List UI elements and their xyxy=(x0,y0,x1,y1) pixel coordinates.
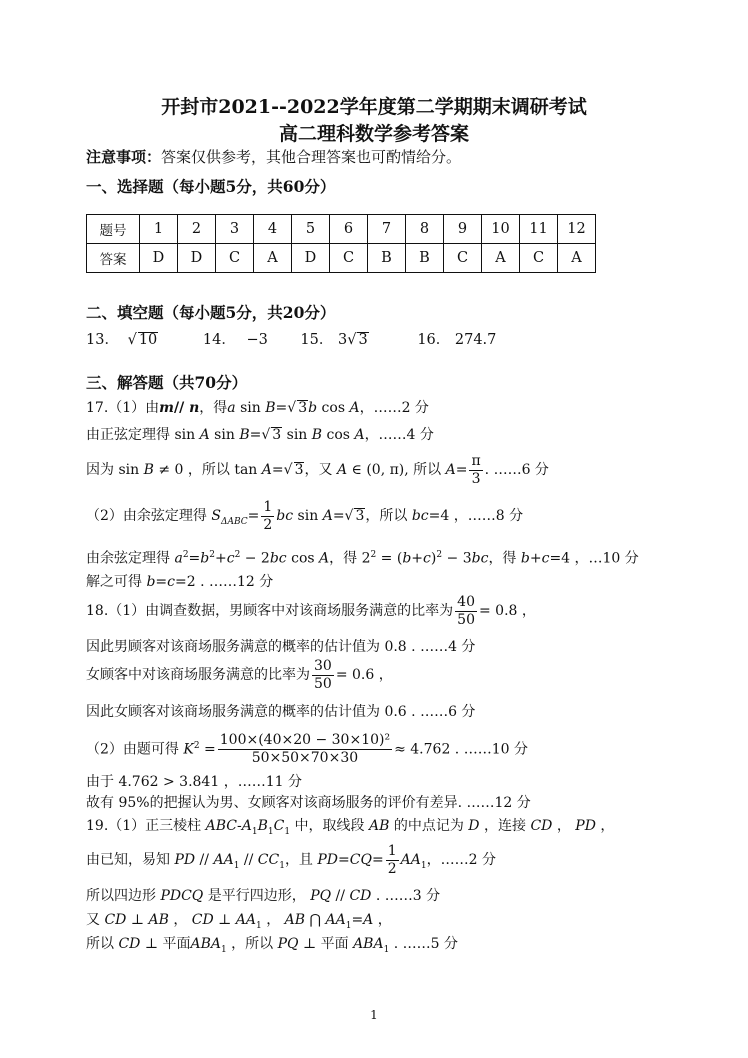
table-cell: A xyxy=(254,244,292,273)
table-cell: C xyxy=(520,244,558,273)
row-label-answer: 答案 xyxy=(87,244,140,273)
p17-line-1: 17.（1）由m// n，得a sin B=√ 3b cos A，……2 分 xyxy=(86,400,429,416)
table-cell: B xyxy=(368,244,406,273)
table-cell: 1 xyxy=(140,215,178,244)
table-cell: D xyxy=(178,244,216,273)
p17-line-3: 因为 sin B ≠ 0 ，所以 tan A=√ 3，又 A ∈ (0, π), 所以 A= $\frac{\pi}{3}$ . ……6 分 xyxy=(86,452,549,487)
table-cell: 4 xyxy=(254,215,292,244)
table-cell: 11 xyxy=(520,215,558,244)
p18-line-4: 因此女顾客对该商场服务满意的概率的估计值为 0.6 . ……6 分 xyxy=(86,704,476,720)
p18-line-5: （2）由题可得 $K^2$ = $\frac{\text{100×(40×20 − 30×10)²}}{50\times 50\times 70\times 30}$ ≈ 4.762 . ……10 分 xyxy=(86,732,528,767)
table-cell: A xyxy=(482,244,520,273)
table-cell: 12 xyxy=(558,215,596,244)
p17-line-5: 由余弦定理得 $a^2=b^2+c^2 - 2bc$ cos A，得 $2^2 = (b+c)^2 - 3bc$，得 b+c=4 ，…10 分 xyxy=(86,550,639,567)
section-solve-heading: 三、解答题（共70分） xyxy=(86,373,248,392)
q13-answer: √ 10 xyxy=(127,332,158,348)
notice-line xyxy=(86,147,461,167)
table-cell: A xyxy=(558,244,596,273)
table-cell: B xyxy=(406,244,444,273)
table-cell: 2 xyxy=(178,215,216,244)
p19-line-3: 所以四边形 PDCQ 是平行四边形， PQ // CD . ……3 分 xyxy=(86,888,441,904)
table-cell: D xyxy=(292,244,330,273)
q14-label: 14． xyxy=(202,332,236,348)
table-cell: 10 xyxy=(482,215,520,244)
page-number: 1 xyxy=(370,1008,378,1022)
q14-answer: −3 xyxy=(246,332,268,348)
exam-subtitle: 高二理科数学参考答案 xyxy=(278,123,469,145)
answer-row xyxy=(87,244,596,273)
p18-line-3: 女顾客中对该商场服务满意的比率为 $\frac{30}{50}$ = 0.6 ， xyxy=(86,657,393,692)
table-cell: 9 xyxy=(444,215,482,244)
q15-answer: 3√ 3 xyxy=(337,332,368,348)
fill-answers xyxy=(86,330,496,350)
exam-title: 开封市2021--2022学年度第二学期期末调研考试 xyxy=(161,96,587,118)
table-cell: C xyxy=(216,244,254,273)
p18-line-7: 故有 95%的把握认为男、女顾客对该商场服务的评价有差异. ……12 分 xyxy=(86,795,531,811)
section-fill-heading: 二、填空题（每小题5分，共20分） xyxy=(86,303,336,322)
p19-line-4: 又 CD ⊥ AB ， CD ⊥ $AA_1$ ， AB ⋂ $AA_1=A$ ， xyxy=(86,912,392,931)
notice-text: 答案仅供参考，其他合理答案也可酌情给分。 xyxy=(161,148,462,166)
q16-label: 16． xyxy=(417,332,451,348)
table-cell: C xyxy=(444,244,482,273)
q13-label: 13． xyxy=(86,332,119,348)
p18-line-1: 18.（1）由调查数据，男顾客中对该商场服务满意的比率为 $\frac{40}{50}$ = 0.8 ， xyxy=(86,593,536,628)
p17-line-6: 解之可得 b=c=2 . ……12 分 xyxy=(86,574,274,590)
p17-line-2: 由正弦定理得 sin A sin B=√ 3 sin B cos A，……4 分 xyxy=(86,427,434,443)
p19-line-1: 19.（1）正三棱柱 ABC-$A_1B_1C_1$ 中，取线段 AB 的中点记为 D ，连接 CD ， PD ， xyxy=(86,818,615,837)
notice-label: 注意事项： xyxy=(86,148,162,166)
table-cell: 6 xyxy=(330,215,368,244)
table-cell: C xyxy=(330,244,368,273)
table-cell: 8 xyxy=(406,215,444,244)
table-cell: 5 xyxy=(292,215,330,244)
table-cell: 3 xyxy=(216,215,254,244)
p17-line-4: （2）由余弦定理得 $S_{\Delta ABC}=$ $\frac{1}{2}$ bc sin A=√ 3，所以 bc=4 ，……8 分 xyxy=(86,498,524,533)
p18-line-6: 由于 4.762 > 3.841 ，……11 分 xyxy=(86,774,302,790)
question-number-row xyxy=(87,215,596,244)
row-label-number: 题号 xyxy=(87,215,140,244)
p19-line-5: 所以 CD ⊥ 平面$ABA_1$ ，所以 PQ ⊥ 平面 $ABA_1$ . ……5 分 xyxy=(86,936,459,955)
p19-line-2: 由已知，易知 PD // $AA_1 // CC_1$，且 PD=CQ= $\frac{1}{2}$ $AA_1$，……2 分 xyxy=(86,842,496,877)
answer-table xyxy=(86,214,596,273)
q16-answer: 274.7 xyxy=(454,332,497,348)
q15-label: 15． xyxy=(300,332,334,348)
section-choice-heading: 一、选择题（每小题5分，共60分） xyxy=(86,177,336,196)
table-cell: 7 xyxy=(368,215,406,244)
p18-line-2: 因此男顾客对该商场服务满意的概率的估计值为 0.8 . ……4 分 xyxy=(86,639,476,655)
table-cell: D xyxy=(140,244,178,273)
